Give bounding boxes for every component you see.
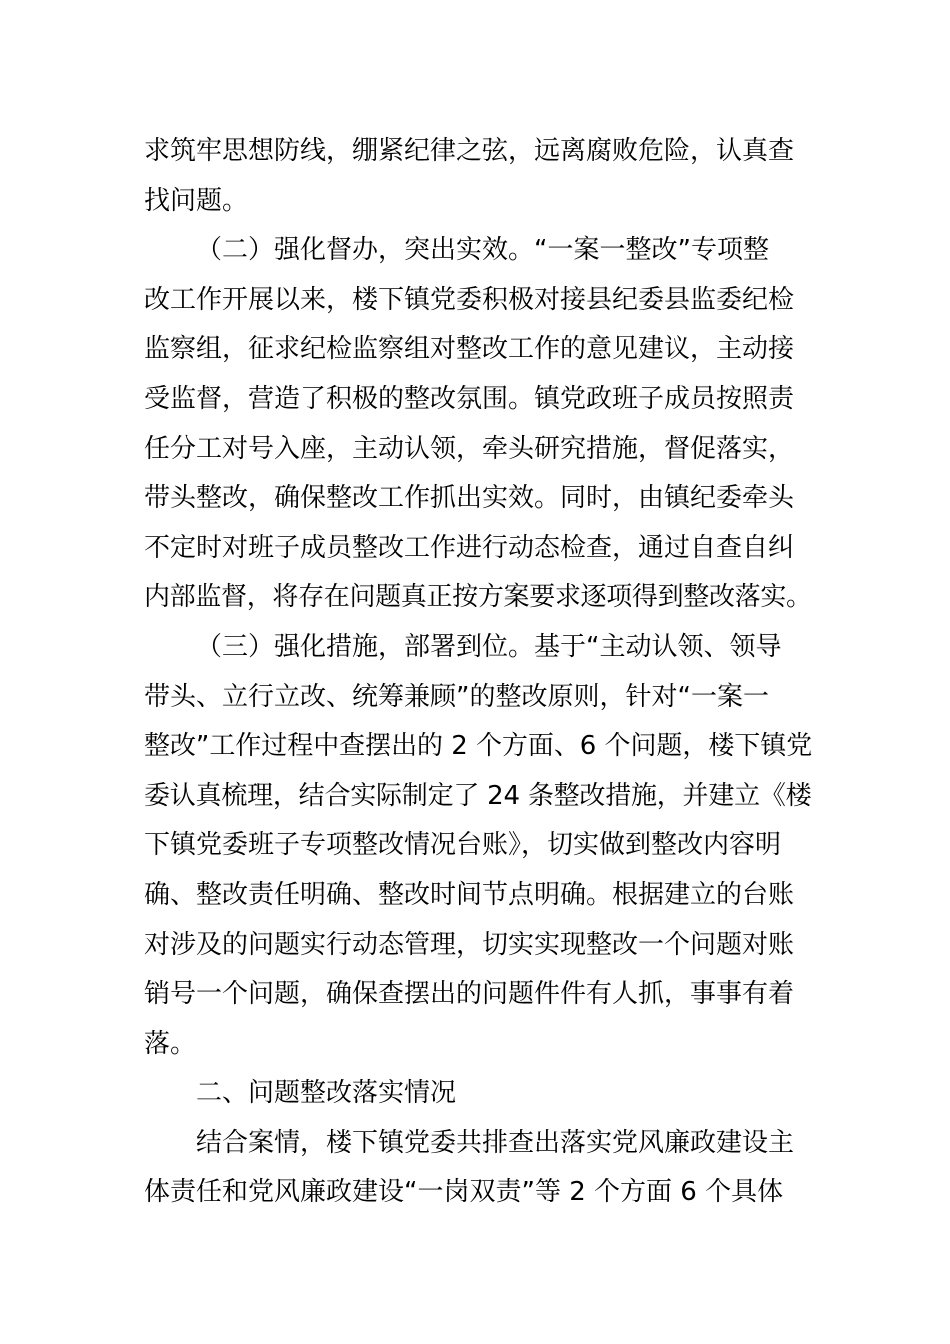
text-line: 确、整改责任明确、整改时间节点明确。根据建立的台账 xyxy=(144,879,795,910)
text-line: 不定时对班子成员整改工作进行动态检查，通过自查自纠 xyxy=(144,532,795,563)
text-line: 结合案情，楼下镇党委共排查出落实党风廉政建设主 xyxy=(196,1127,795,1158)
text-line: 带头整改，确保整改工作抓出实效。同时，由镇纪委牵头 xyxy=(144,483,795,514)
text-line: 下镇党委班子专项整改情况台账》，切实做到整改内容明 xyxy=(144,830,782,861)
text-line: 内部监督，将存在问题真正按方案要求逐项得到整改落实。 xyxy=(144,582,812,613)
text-line: 任分工对号入座，主动认领，牵头研究措施，督促落实， xyxy=(144,433,795,464)
text-line: 找问题。 xyxy=(144,185,249,216)
text-line: 销号一个问题，确保查摆出的问题件件有人抓，事事有着 xyxy=(144,979,795,1010)
text-line: （二）强化督办，突出实效。“一案一整改”专项整 xyxy=(196,235,769,266)
text-line: 落。 xyxy=(144,1028,197,1059)
text-line: 整改”工作过程中查摆出的 2 个方面、6 个问题，楼下镇党 xyxy=(144,731,813,762)
section-heading: 二、问题整改落实情况 xyxy=(196,1078,457,1109)
text-line: 带头、立行立改、统筹兼顾”的整改原则，针对“一案一 xyxy=(144,681,769,712)
text-line: 求筑牢思想防线，绷紧纪律之弦，远离腐败危险，认真查 xyxy=(144,136,795,166)
text-line: 委认真梳理，结合实际制定了 24 条整改措施，并建立《楼 xyxy=(144,780,812,811)
text-line: 对涉及的问题实行动态管理，切实实现整改一个问题对账 xyxy=(144,929,795,960)
text-line: （三）强化措施，部署到位。基于“主动认领、领导 xyxy=(196,631,782,662)
document-body xyxy=(144,127,812,1218)
text-line: 监察组，征求纪检监察组对整改工作的意见建议，主动接 xyxy=(144,334,795,365)
text-line: 体责任和党风廉政建设“一岗双责”等 2 个方面 6 个具体 xyxy=(144,1177,784,1208)
text-line: 改工作开展以来，楼下镇党委积极对接县纪委县监委纪检 xyxy=(144,284,795,315)
text-line: 受监督，营造了积极的整改氛围。镇党政班子成员按照责 xyxy=(144,383,795,414)
